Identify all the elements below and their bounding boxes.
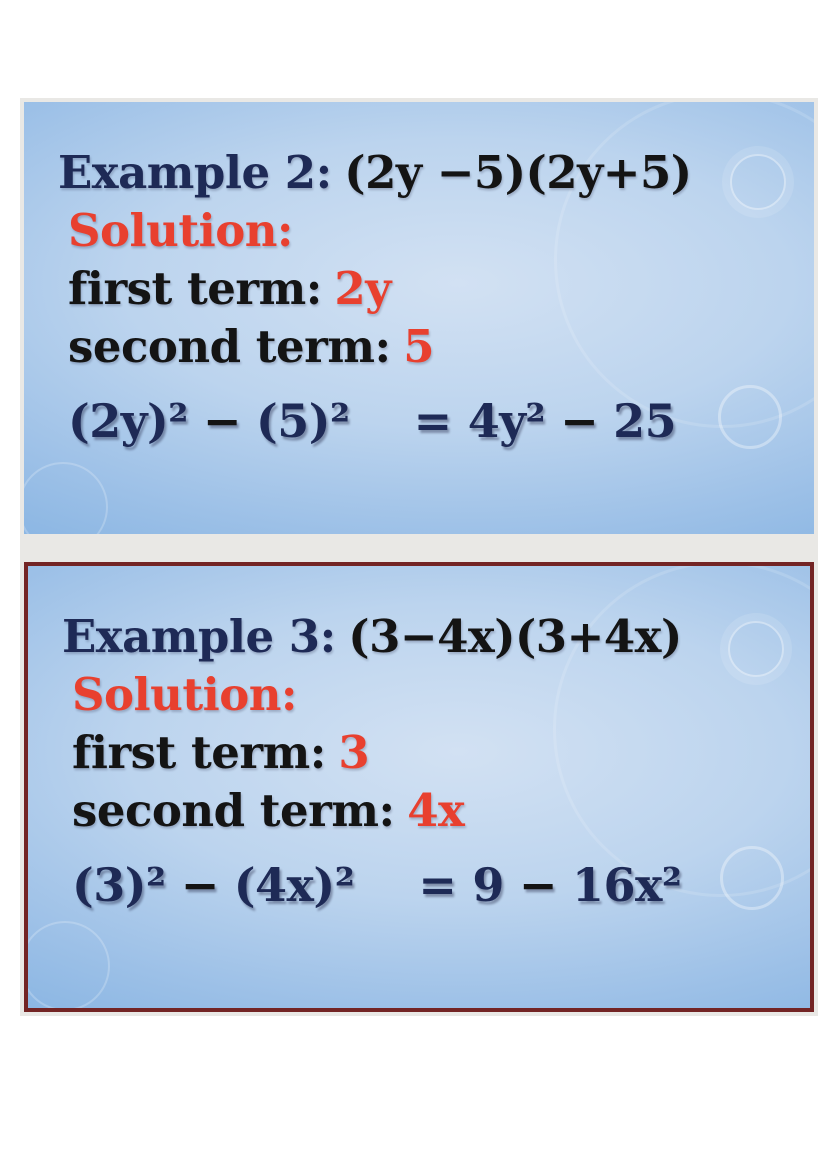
slide-example-3	[24, 562, 814, 1012]
first-term-label: first term:	[68, 262, 322, 315]
equation-lhs-first: (2y)²	[68, 394, 188, 448]
equation-lhs-first: (3)²	[72, 858, 166, 912]
equation-line	[24, 392, 814, 450]
title-line	[24, 102, 814, 202]
example-expression: (3−4x)(3+4x)	[348, 610, 682, 663]
equation-rhs-second: 25	[613, 394, 677, 448]
solution-label: Solution:	[72, 668, 298, 721]
decorative-ring	[24, 462, 108, 534]
equation-lhs-second: (5)²	[255, 394, 350, 448]
first-term-line	[24, 260, 814, 318]
second-term-value: 5	[403, 320, 434, 373]
second-term-value: 4x	[407, 784, 465, 837]
equation-lhs-second: (4x)²	[233, 858, 355, 912]
equation-line	[28, 856, 810, 914]
second-term-label: second term:	[68, 320, 391, 373]
solution-line	[28, 666, 810, 724]
title-line	[28, 566, 810, 666]
equation-rhs-second: 16x²	[571, 858, 682, 912]
example-label: Example 2:	[58, 146, 332, 199]
first-term-label: first term:	[72, 726, 326, 779]
slide-example-2	[24, 102, 814, 534]
minus-sign: −	[180, 858, 219, 912]
first-term-value: 2y	[334, 262, 391, 315]
slide-gap	[24, 534, 814, 562]
example-label: Example 3:	[62, 610, 336, 663]
second-term-line	[28, 782, 810, 840]
example-expression: (2y −5)(2y+5)	[344, 146, 692, 199]
equation-rhs-first: 4y²	[467, 394, 546, 448]
first-term-line	[28, 724, 810, 782]
first-term-value: 3	[338, 726, 370, 779]
decorative-ring	[24, 921, 110, 1011]
solution-line	[24, 202, 814, 260]
equals-sign: =	[413, 394, 452, 448]
minus-sign: −	[202, 394, 241, 448]
solution-label: Solution:	[68, 204, 294, 257]
equation-rhs-first: 9	[472, 858, 504, 912]
equals-sign: =	[418, 858, 457, 912]
minus-sign: −	[560, 394, 599, 448]
slide-stack	[20, 98, 818, 1016]
second-term-label: second term:	[72, 784, 395, 837]
second-term-line	[24, 318, 814, 376]
minus-sign: −	[518, 858, 557, 912]
